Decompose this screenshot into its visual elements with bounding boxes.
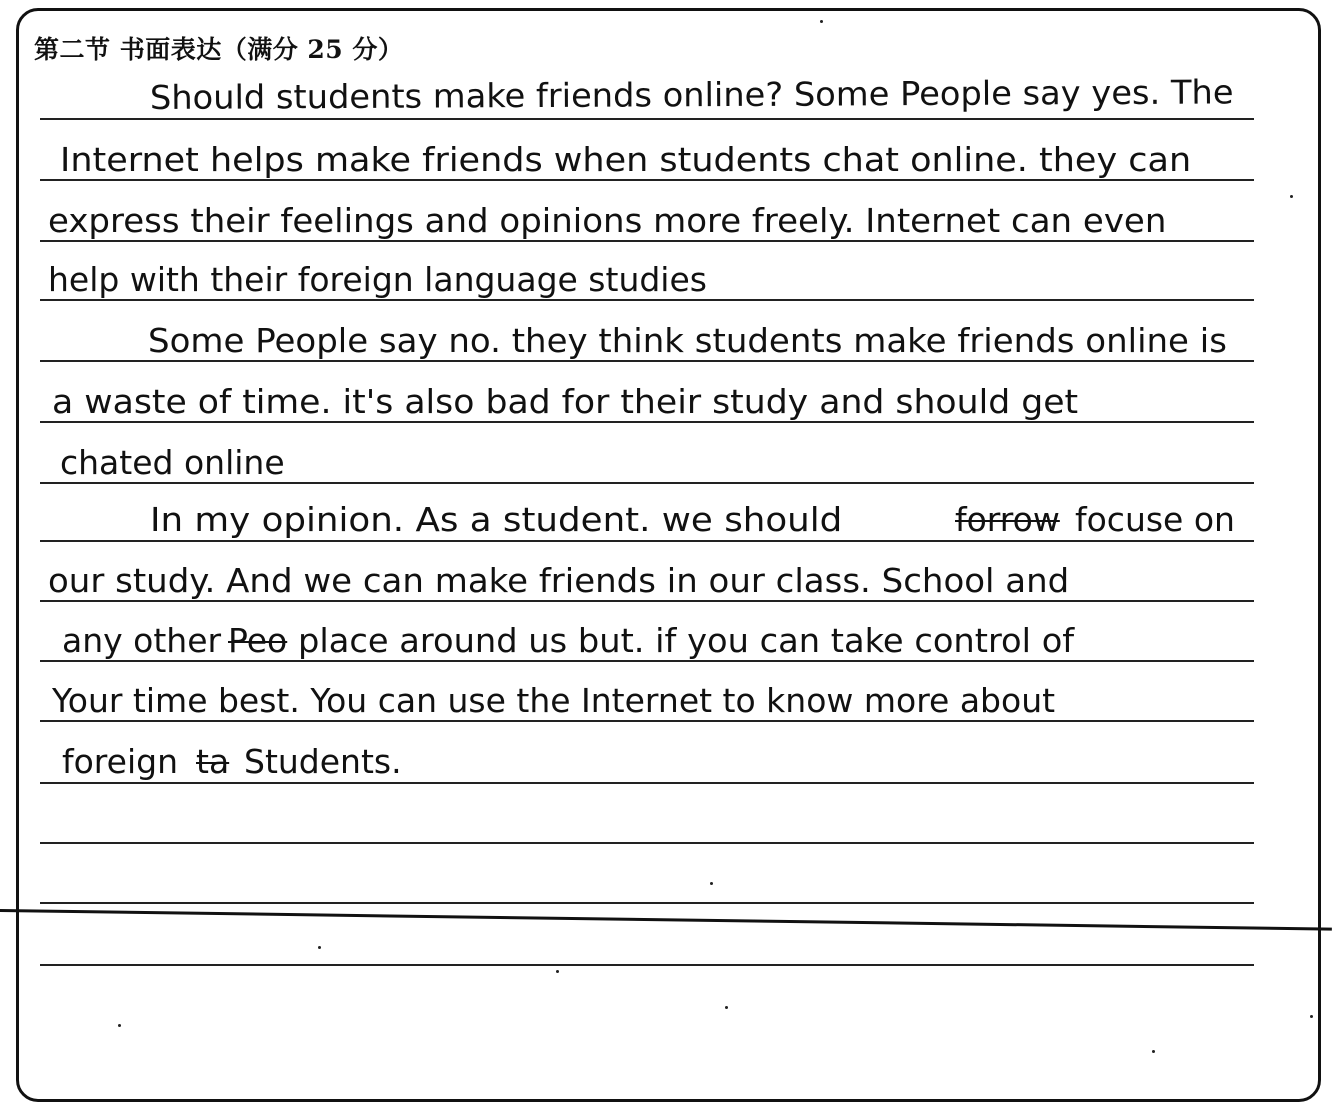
essay-line: Students.	[244, 742, 402, 781]
crossed-out-word: ta	[196, 742, 230, 781]
essay-line: Should students make friends online? Some People say yes. The	[149, 72, 1234, 117]
scan-speck	[725, 1006, 728, 1009]
essay-line: focuse on	[1075, 500, 1235, 539]
essay-line: Your time best. You can use the Internet to know more about	[52, 681, 1056, 720]
scan-speck	[710, 882, 713, 885]
section-title: 第二节 书面表达（满分 25 分）	[34, 35, 404, 64]
ruled-line	[40, 902, 1254, 904]
scan-speck	[820, 20, 823, 23]
scan-speck	[1310, 1015, 1313, 1018]
essay-line: express their feelings and opinions more freely. Internet can even	[48, 201, 1167, 240]
essay-line: Internet helps make friends when students chat online. they can	[60, 140, 1192, 179]
ruled-line	[40, 782, 1254, 784]
ruled-line	[40, 842, 1254, 844]
essay-line: our study. And we can make friends in our class. School and	[48, 561, 1070, 600]
scan-speck	[118, 1024, 121, 1027]
ruled-line	[40, 179, 1254, 181]
essay-line: Some People say no. they think students make friends online is	[148, 321, 1227, 360]
essay-line: any other	[62, 621, 222, 660]
ruled-line	[40, 240, 1254, 242]
ruled-line	[40, 299, 1254, 301]
ruled-line	[40, 964, 1254, 966]
essay-line: foreign	[62, 742, 178, 781]
scan-speck	[1290, 195, 1293, 198]
ruled-line	[40, 600, 1254, 602]
ruled-line	[40, 421, 1254, 423]
essay-line: In my opinion. As a student. we should	[150, 500, 843, 539]
essay-line: help with their foreign language studies	[48, 260, 707, 299]
crossed-out-word: Peo	[228, 621, 288, 660]
essay-line: place around us but. if you can take control of	[298, 621, 1075, 660]
ruled-line	[40, 360, 1254, 362]
ruled-line	[40, 118, 1254, 120]
scan-speck	[556, 970, 559, 973]
ruled-line	[40, 540, 1254, 542]
scan-speck	[1152, 1050, 1155, 1053]
ruled-line	[40, 660, 1254, 662]
essay-line: a waste of time. it's also bad for their study and should get	[52, 382, 1079, 421]
ruled-line	[40, 482, 1254, 484]
scan-speck	[318, 946, 321, 949]
crossed-out-word: forrow	[955, 500, 1060, 539]
ruled-line	[40, 720, 1254, 722]
essay-line: chated online	[60, 443, 285, 482]
